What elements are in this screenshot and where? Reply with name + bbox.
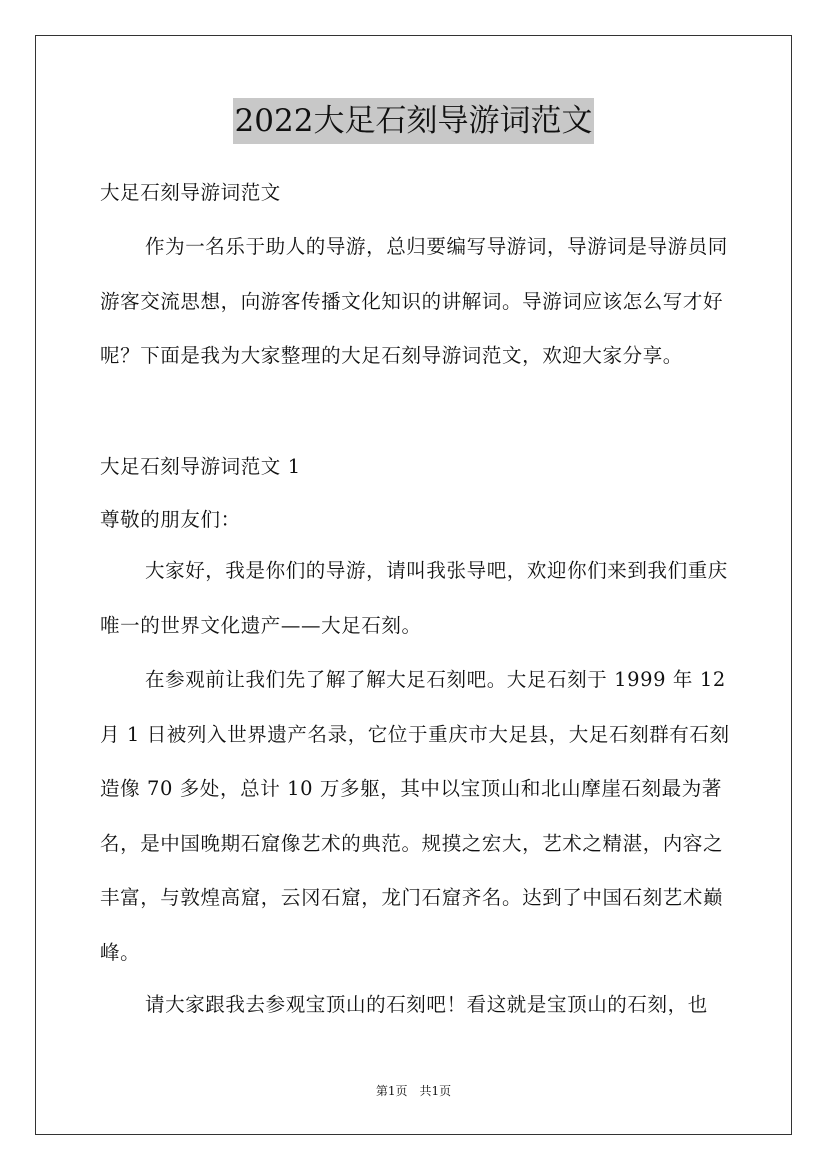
greeting: 尊敬的朋友们：: [100, 508, 241, 531]
body-paragraph-3: 请大家跟我去参观宝顶山的石刻吧！看这就是宝顶山的石刻，也: [145, 993, 708, 1016]
document-title: 2022大足石刻导游词范文: [233, 98, 595, 144]
intro-paragraph: 作为一名乐于助人的导游，总归要编写导游词，导游词是导游员同游客交流思想，向游客传播文化知识的讲解词。导游词应该怎么写才好呢？下面是我为大家整理的大足石刻导游词范文，欢迎大家分享。: [100, 235, 728, 367]
document-subtitle: 大足石刻导游词范文: [100, 181, 281, 204]
body-paragraph-2: 在参观前让我们先了解了解大足石刻吧。大足石刻于 1999 年 12 月 1 日被列入世界遗产名录，它位于重庆市大足县，大足石刻群有石刻造像 70 多处，总计 10 万多躯，其中以宝顶山和北山摩崖石刻最为著名，是中国晚期石窟像艺术的典范。规摸之宏大，艺术之精湛，内容之丰富，与敦煌高窟，云冈石窟，龙门石窟齐名。达到了中国石刻艺术巅峰。: [100, 668, 730, 964]
page-footer: [0, 1083, 827, 1099]
title-container: [0, 98, 827, 144]
section-heading: 大足石刻导游词范文 1: [100, 455, 301, 478]
page-number-label: 第1页 共1页: [375, 1084, 452, 1098]
body-paragraph-1: 大家好，我是你们的导游，请叫我张导吧，欢迎你们来到我们重庆唯一的世界文化遗产——大足石刻。: [100, 559, 728, 637]
